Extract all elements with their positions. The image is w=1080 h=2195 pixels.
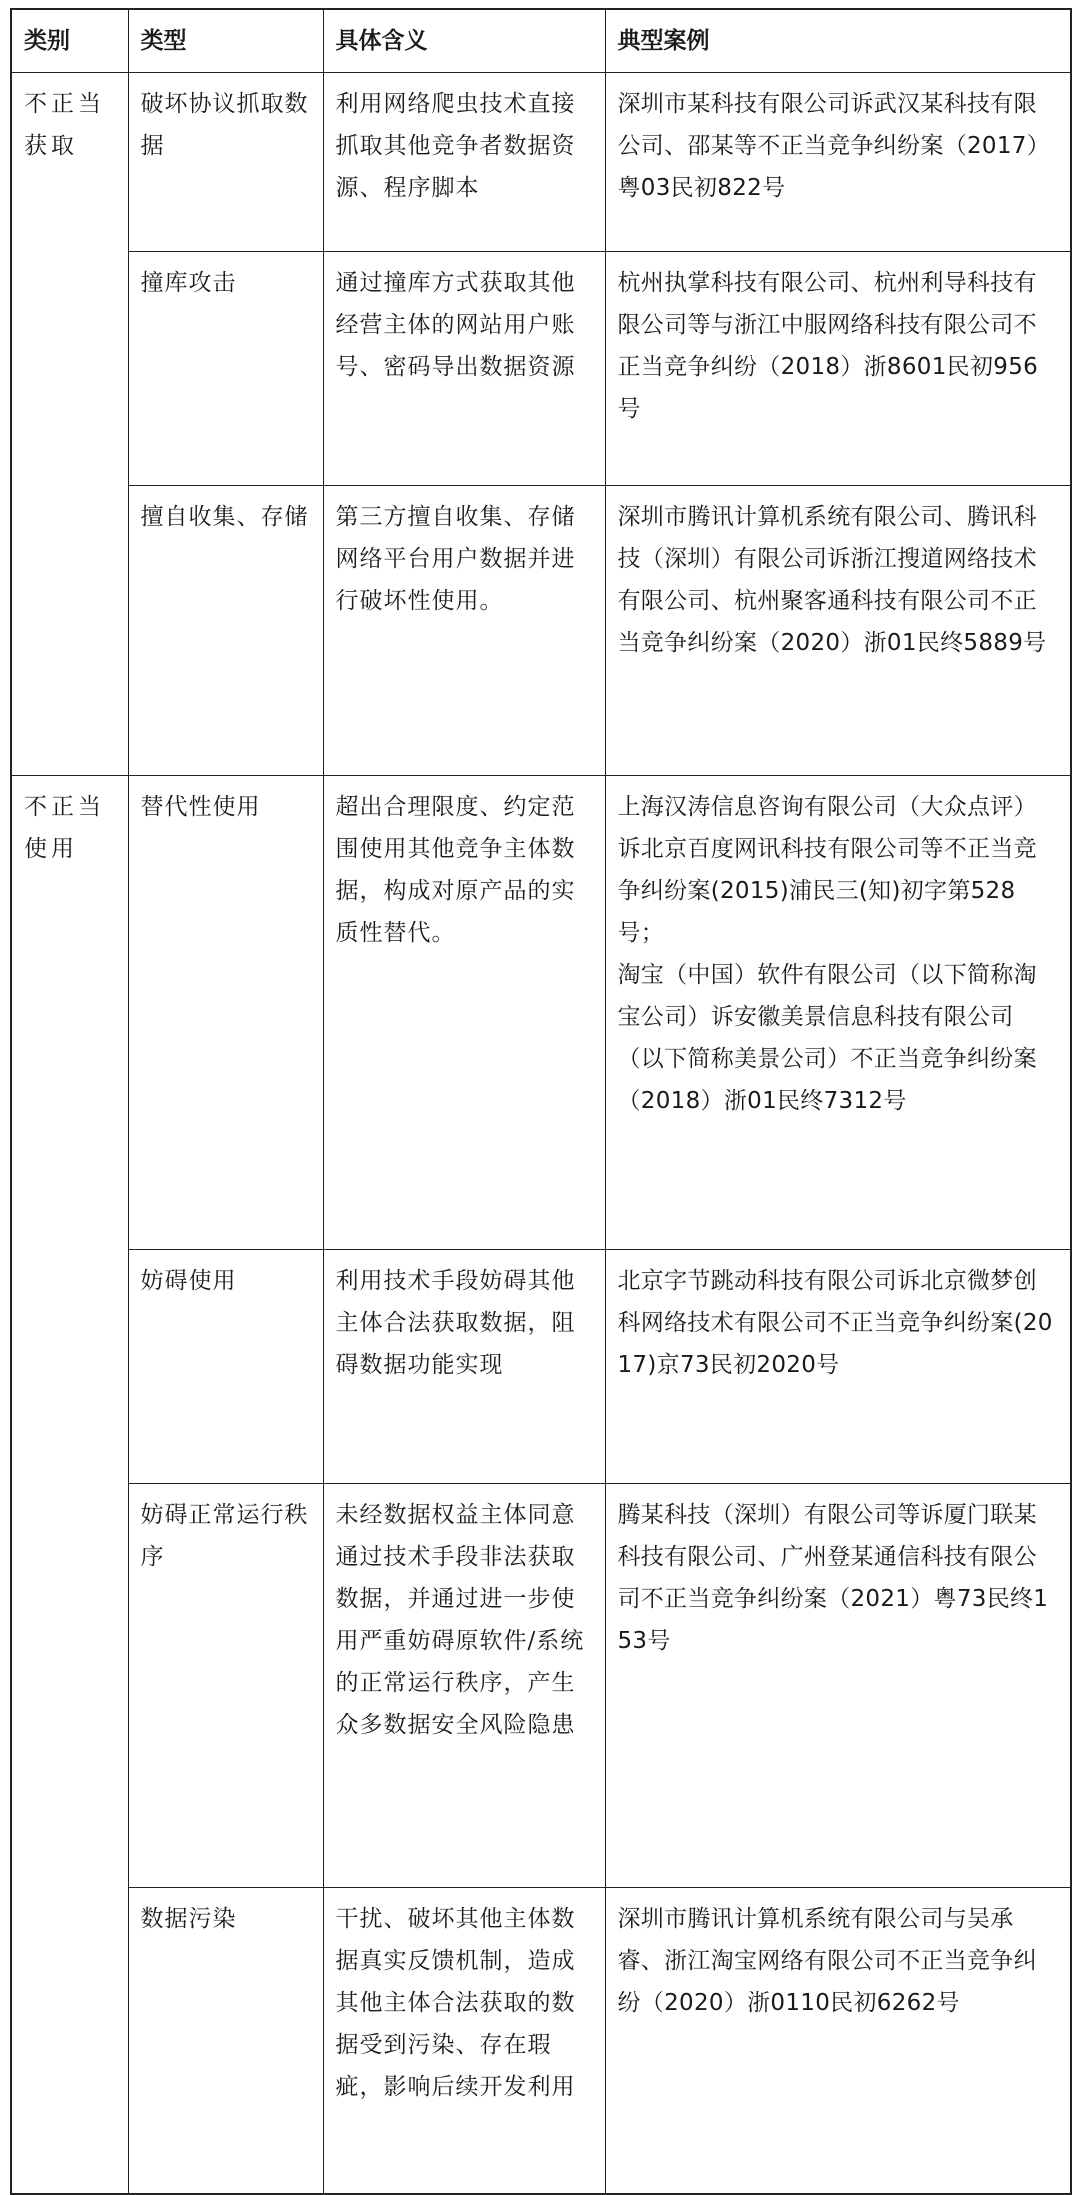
header-meaning: 具体含义 <box>323 9 605 73</box>
meaning-cell: 干扰、破坏其他主体数据真实反馈机制，造成其他主体合法获取的数据受到污染、存在瑕疵，影响后续开发利用 <box>323 1888 605 2194</box>
type-cell: 数据污染 <box>128 1888 323 2194</box>
case-text: 深圳市某科技有限公司诉武汉某科技有限公司、邵某等不正当竞争纠纷案（2017）粤03民初822号 <box>617 91 1051 201</box>
type-cell: 破坏协议抓取数据 <box>128 73 323 252</box>
cases-cell <box>605 1250 1071 1484</box>
table-row <box>11 73 1071 252</box>
table-row <box>11 252 1071 486</box>
cases-cell <box>605 486 1071 776</box>
meaning-cell: 通过撞库方式获取其他经营主体的网站用户账号、密码导出数据资源 <box>323 252 605 486</box>
case-text: 腾某科技（深圳）有限公司等诉厦门联某科技有限公司、广州登某通信科技有限公司不正当竞争纠纷案（2021）粤73民终153号 <box>617 1502 1049 1654</box>
header-type: 类型 <box>128 9 323 73</box>
case-text: 北京字节跳动科技有限公司诉北京微梦创科网络技术有限公司不正当竞争纠纷案(2017)京73民初2020号 <box>617 1268 1053 1378</box>
case-text: 杭州执掌科技有限公司、杭州利导科技有限公司等与浙江中服网络科技有限公司不正当竞争纠纷（2018）浙8601民初956号 <box>617 270 1039 422</box>
table-row <box>11 486 1071 776</box>
table-header-row <box>11 9 1071 73</box>
cases-cell <box>605 73 1071 252</box>
type-cell: 妨碍使用 <box>128 1250 323 1484</box>
type-cell: 擅自收集、存储 <box>128 486 323 776</box>
meaning-cell: 利用网络爬虫技术直接抓取其他竞争者数据资源、程序脚本 <box>323 73 605 252</box>
header-category: 类别 <box>11 9 128 73</box>
case-text: 上海汉涛信息咨询有限公司（大众点评）诉北京百度网讯科技有限公司等不正当竞争纠纷案(2015)浦民三(知)初字第528号； <box>617 794 1037 946</box>
data-competition-table <box>10 8 1072 2195</box>
meaning-cell: 利用技术手段妨碍其他主体合法获取数据，阻碍数据功能实现 <box>323 1250 605 1484</box>
category-cell: 不正当使用 <box>11 776 128 2194</box>
table-row <box>11 1888 1071 2194</box>
cases-cell <box>605 252 1071 486</box>
type-cell: 妨碍正常运行秩序 <box>128 1484 323 1888</box>
cases-cell <box>605 1484 1071 1888</box>
table-row <box>11 1250 1071 1484</box>
meaning-cell: 超出合理限度、约定范围使用其他竞争主体数据，构成对原产品的实质性替代。 <box>323 776 605 1250</box>
case-text: 淘宝（中国）软件有限公司（以下简称淘宝公司）诉安徽美景信息科技有限公司（以下简称美景公司）不正当竞争纠纷案（2018）浙01民终7312号 <box>617 962 1037 1114</box>
case-text: 深圳市腾讯计算机系统有限公司、腾讯科技（深圳）有限公司诉浙江搜道网络技术有限公司、杭州聚客通科技有限公司不正当竞争纠纷案（2020）浙01民终5889号 <box>617 504 1047 656</box>
cases-cell <box>605 776 1071 1250</box>
meaning-cell: 第三方擅自收集、存储网络平台用户数据并进行破坏性使用。 <box>323 486 605 776</box>
cases-cell <box>605 1888 1071 2194</box>
meaning-cell: 未经数据权益主体同意通过技术手段非法获取数据，并通过进一步使用严重妨碍原软件/系统的正常运行秩序，产生众多数据安全风险隐患 <box>323 1484 605 1888</box>
category-cell: 不正当获取 <box>11 73 128 776</box>
type-cell: 撞库攻击 <box>128 252 323 486</box>
table-row <box>11 776 1071 1250</box>
header-cases: 典型案例 <box>605 9 1071 73</box>
case-text: 深圳市腾讯计算机系统有限公司与吴承睿、浙江淘宝网络有限公司不正当竞争纠纷（2020）浙0110民初6262号 <box>617 1906 1037 2016</box>
table-row <box>11 1484 1071 1888</box>
type-cell: 替代性使用 <box>128 776 323 1250</box>
